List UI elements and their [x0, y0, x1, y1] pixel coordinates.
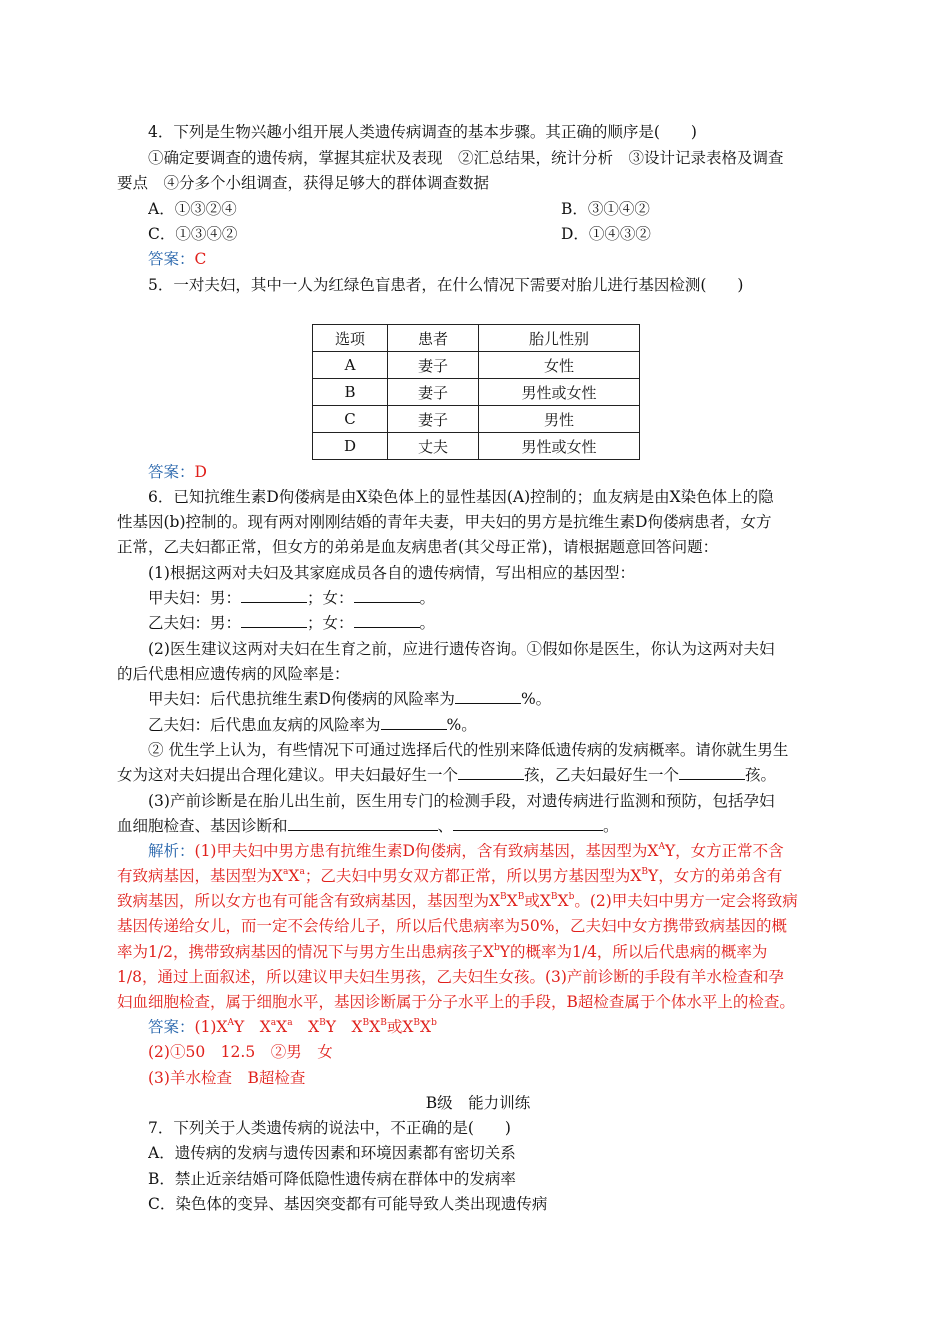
- q6-part1: (1)根据这两对夫妇及其家庭成员各自的遗传病情，写出相应的基因型：: [148, 564, 635, 582]
- table-header: 胎儿性别: [479, 325, 640, 352]
- superscript: a: [283, 866, 289, 877]
- q4-items-line1: ①确定要调查的遗传病，掌握其症状及表现 ②汇总结果，统计分析 ③设计记录表格及调查: [148, 149, 784, 167]
- table-cell: 男性或女性: [479, 379, 640, 406]
- q6-analysis-line1: [148, 839, 838, 863]
- table-row: [313, 406, 640, 433]
- jia-male-label: 甲夫妇：男：: [148, 589, 242, 607]
- superscript: B: [380, 1017, 387, 1028]
- text-run: 孩，乙夫妇最好生一个: [524, 766, 680, 784]
- q7-option-a: A．遗传病的发病与遗传因素和环境因素都有密切关系: [148, 1144, 516, 1162]
- answer-label: 答案：: [148, 463, 195, 481]
- answer-blank[interactable]: [381, 713, 447, 730]
- q4-option-c: C．①③④②: [148, 225, 238, 243]
- q4-items-line2: 要点 ④分多个小组调查，获得足够大的群体调查数据: [117, 174, 490, 192]
- table-header: 患者: [388, 325, 479, 352]
- text-run: 率为1/2，携带致病基因的情况下与男方生出患病孩子X: [117, 943, 494, 961]
- superscript: B: [413, 1017, 421, 1028]
- superscript: a: [287, 1017, 293, 1028]
- table-cell: 丈夫: [388, 433, 479, 460]
- table-cell: D: [313, 433, 388, 460]
- superscript: B: [550, 891, 558, 902]
- q4-stem: 4．下列是生物兴趣小组开展人类遗传病调查的基本步骤。其正确的顺序是( ): [148, 123, 697, 141]
- answer-blank[interactable]: [241, 586, 307, 603]
- table-cell: 男性: [479, 406, 640, 433]
- text-run: 或X: [386, 1018, 414, 1036]
- text-run: ；乙夫妇中男女双方都正常，所以男方基因型为X: [304, 867, 642, 885]
- table-cell: C: [313, 406, 388, 433]
- answer-blank[interactable]: [354, 586, 420, 603]
- answer-blank[interactable]: [354, 611, 420, 628]
- yi-risk-label: 乙夫妇：后代患血友病的风险率为: [148, 716, 381, 734]
- table-cell: 妻子: [388, 352, 479, 379]
- superscript: A: [227, 1017, 235, 1028]
- superscript: B: [319, 1017, 326, 1028]
- q6-part2b-line2: [117, 763, 839, 787]
- table-cell: 女性: [479, 352, 640, 379]
- table-row: [313, 433, 640, 460]
- q6-stem-line1: 6．已知抗维生素D佝偻病是由X染色体上的显性基因(A)控制的；血友病是由X染色体上的隐: [148, 488, 774, 506]
- answer-blank[interactable]: [288, 814, 438, 831]
- q5-answer: [148, 460, 838, 484]
- superscript: a: [299, 866, 305, 877]
- text-run: Y，女方正常不含: [664, 842, 784, 860]
- text-run: Y X: [234, 1018, 271, 1036]
- period: 。: [419, 614, 436, 632]
- q5-answer-value: D: [194, 463, 207, 481]
- answer-label: 答案：: [148, 1018, 195, 1036]
- superscript: b: [493, 942, 500, 953]
- q5-stem: 5．一对夫妇，其中一人为红绿色盲患者，在什么情况下需要对胎儿进行基因检测( ): [148, 276, 744, 294]
- superscript: B: [362, 1017, 370, 1028]
- percent-end: %。: [446, 716, 477, 734]
- text-run: 女为这对夫妇提出合理化建议。甲夫妇最好生一个: [117, 766, 459, 784]
- text-run: 、: [437, 817, 454, 835]
- text-run: X: [288, 867, 300, 885]
- table-row: [313, 352, 640, 379]
- yi-male-label: 乙夫妇：男：: [148, 614, 242, 632]
- text-run: 。(2)甲夫妇中男方一定会将致病: [574, 892, 798, 910]
- q6-part3-line2: [117, 814, 839, 838]
- female-label: ；女：: [307, 589, 354, 607]
- q6-answer-line3: (3)羊水检查 B超检查: [148, 1069, 306, 1087]
- table-row: [313, 379, 640, 406]
- answer-blank[interactable]: [241, 611, 307, 628]
- table-header: 选项: [313, 325, 388, 352]
- q4-option-d: D．①④③②: [561, 225, 651, 243]
- text-run: X: [420, 1018, 432, 1036]
- q7-option-c: C．染色体的变异、基因突变都有可能导致人类出现遗传病: [148, 1195, 548, 1213]
- table-cell: 妻子: [388, 406, 479, 433]
- table-header-row: [313, 325, 640, 352]
- q4-options-row2: [148, 222, 838, 246]
- table-cell: 妻子: [388, 379, 479, 406]
- q6-jia-genotype-line: [148, 586, 838, 610]
- q6-jia-risk-line: [148, 687, 838, 711]
- q6-yi-risk-line: [148, 713, 838, 737]
- text-run: X: [276, 1018, 288, 1036]
- table-cell: 男性或女性: [479, 433, 640, 460]
- text-run: Y，女方的弟弟含有: [648, 867, 783, 885]
- female-label: ；女：: [307, 614, 354, 632]
- q6-analysis-line2: [117, 864, 839, 888]
- q6-part3-line1: (3)产前诊断是在胎儿出生前，医生用专门的检测手段，对遗传病进行监测和预防，包括孕妇: [148, 792, 775, 810]
- q4-answer-value: C: [194, 250, 207, 268]
- q7-stem: 7．下列关于人类遗传病的说法中，不正确的是( ): [148, 1119, 511, 1137]
- jia-risk-label: 甲夫妇：后代患抗维生素D佝偻病的风险率为: [148, 690, 455, 708]
- superscript: B: [500, 891, 507, 902]
- q6-analysis-line4: 基因传递给女儿，而一定不会传给儿子，所以后代患病率为50%，乙夫妇中女方携带致病基因的概: [117, 917, 787, 935]
- q6-analysis-line6: 1/8，通过上面叙述，所以建议甲夫妇生男孩，乙夫妇生女孩。(3)产前诊断的手段有羊水检查和孕: [117, 968, 784, 986]
- q4-options-row1: [148, 197, 838, 221]
- table-cell: B: [313, 379, 388, 406]
- percent-end: %。: [520, 690, 552, 708]
- text-run: 有致病基因，基因型为X: [117, 867, 284, 885]
- text-run: 血细胞检查、基因诊断和: [117, 817, 288, 835]
- superscript: B: [641, 866, 649, 877]
- q6-part2-line1: (2)医生建议这两对夫妇在生育之前，应进行遗传咨询。①假如你是医生，你认为这两对夫妇: [148, 640, 775, 658]
- q6-part2b-line1: ② 优生学上认为，有些情况下可通过选择后代的性别来降低遗传病的发病概率。请你就生男生: [148, 741, 789, 759]
- q6-analysis-line7: 妇血细胞检查，属于细胞水平，基因诊断属于分子水平上的手段，B超检查属于个体水平上的检查。: [117, 993, 795, 1011]
- q6-part2-line2: 的后代患相应遗传病的风险率是：: [117, 665, 350, 683]
- answer-blank[interactable]: [453, 814, 603, 831]
- q6-answer-line1: [148, 1015, 838, 1039]
- answer-blank[interactable]: [455, 687, 521, 704]
- text-run: X: [369, 1018, 381, 1036]
- q5-table: [312, 324, 640, 460]
- text-run: (1)甲夫妇中男方患有抗维生素D佝偻病，含有致病基因，基因型为X: [194, 842, 659, 860]
- text-run: Y的概率为1/4，所以后代患病的概率为: [499, 943, 768, 961]
- table-cell: A: [313, 352, 388, 379]
- text-run: 孩。: [745, 766, 777, 784]
- text-run: (1)X: [194, 1018, 228, 1036]
- period: 。: [603, 817, 619, 835]
- q4-answer: [148, 247, 838, 271]
- superscript: a: [270, 1017, 277, 1028]
- q7-option-b: B．禁止近亲结婚可降低隐性遗传病在群体中的发病率: [148, 1170, 516, 1188]
- text-run: 或X: [524, 892, 551, 910]
- text-run: X: [557, 892, 569, 910]
- section-heading: B级 能力训练: [425, 1094, 531, 1112]
- answer-blank[interactable]: [679, 763, 745, 780]
- text-run: X: [506, 892, 518, 910]
- superscript: A: [658, 841, 665, 852]
- q6-stem-line3: 正常，乙夫妇都正常，但女方的弟弟是血友病患者(其父母正常)，请根据题意回答问题：: [117, 538, 719, 556]
- text-run: Y X: [325, 1018, 363, 1036]
- q4-option-b: B．③①④②: [561, 200, 650, 218]
- text-run: 致病基因，所以女方也有可能含有致病基因，基因型为X: [117, 892, 501, 910]
- analysis-label: 解析：: [148, 842, 195, 860]
- answer-blank[interactable]: [458, 763, 524, 780]
- superscript: B: [517, 891, 525, 902]
- q4-option-a: A．①③②④: [148, 200, 237, 218]
- text-run: X: [292, 1018, 320, 1036]
- q6-yi-genotype-line: [148, 611, 838, 635]
- q6-analysis-line5: [117, 940, 839, 964]
- q6-answer-line2: (2)①50 12.5 ②男 女: [148, 1043, 333, 1061]
- q6-stem-line2: 性基因(b)控制的。现有两对刚刚结婚的青年夫妻，甲夫妇的男方是抗维生素D佝偻病患者，女方: [117, 513, 772, 531]
- answer-label: 答案：: [148, 250, 195, 268]
- q6-analysis-line3: [117, 889, 839, 913]
- superscript: b: [431, 1017, 437, 1028]
- period: 。: [419, 589, 436, 607]
- superscript: b: [568, 891, 575, 902]
